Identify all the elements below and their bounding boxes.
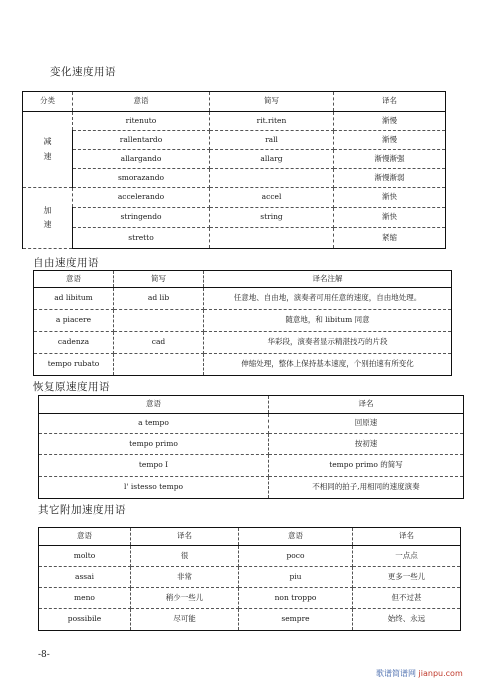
table-cell: rallentardo xyxy=(73,131,210,150)
table-cell: 任意地、自由地，演奏者可用任意的速度，自由地处理。 xyxy=(204,288,452,310)
table-cell: 尽可能 xyxy=(131,609,239,631)
table-cell: ritenuto xyxy=(73,112,210,131)
table-cell: 一点点 xyxy=(353,546,461,567)
table-cell: assai xyxy=(39,567,131,588)
table-cell: 不相同的拍子,用相同的速度演奏 xyxy=(269,477,464,499)
table-row xyxy=(39,546,461,567)
table-cell: ad libitum xyxy=(34,288,114,310)
table-cell: molto xyxy=(39,546,131,567)
table-cell: rit.riten xyxy=(210,112,334,131)
table-cell xyxy=(210,169,334,188)
table-cell: cad xyxy=(114,332,204,354)
header-italian-1: 意语 xyxy=(39,528,131,546)
table-cell: 紧缩 xyxy=(334,228,446,249)
table-cell: 渐快 xyxy=(334,188,446,208)
table-cell: 很 xyxy=(131,546,239,567)
table-cell: rall xyxy=(210,131,334,150)
header-italian: 意语 xyxy=(34,271,114,288)
table-row xyxy=(39,477,464,499)
free-tempo-table xyxy=(33,270,452,376)
table-cell: l' istesso tempo xyxy=(39,477,269,499)
table-cell: 渐慢 xyxy=(334,131,446,150)
table-row xyxy=(39,588,461,609)
table-cell xyxy=(114,354,204,376)
table-cell: 伸缩处理，整体上保持基本速度，个别拍速有所变化 xyxy=(204,354,452,376)
section-title-additional-tempo: 其它附加速度用语 xyxy=(38,504,126,516)
table-row xyxy=(23,188,446,208)
table-row xyxy=(34,288,452,310)
tempo-change-table xyxy=(22,91,446,249)
header-translation: 译名 xyxy=(334,92,446,112)
restore-tempo-table xyxy=(38,395,464,499)
table-cell: accel xyxy=(210,188,334,208)
table-header-row xyxy=(23,92,446,112)
table-cell: possibile xyxy=(39,609,131,631)
header-category: 分类 xyxy=(23,92,73,112)
header-translation-1: 译名 xyxy=(131,528,239,546)
table-cell: cadenza xyxy=(34,332,114,354)
section-title-free-tempo: 自由速度用语 xyxy=(33,257,99,269)
table-row xyxy=(23,150,446,169)
section-title-tempo-change: 变化速度用语 xyxy=(50,66,116,78)
header-translation-2: 译名 xyxy=(353,528,461,546)
table-cell: poco xyxy=(239,546,353,567)
table-cell: 渐快 xyxy=(334,208,446,228)
header-italian: 意语 xyxy=(73,92,210,112)
table-cell: allarg xyxy=(210,150,334,169)
table-cell: 渐慢渐弱 xyxy=(334,169,446,188)
table-cell: tempo primo xyxy=(39,434,269,455)
table-row xyxy=(23,131,446,150)
watermark-url: jianpu.com xyxy=(418,669,463,678)
header-translation-note: 译名注解 xyxy=(204,271,452,288)
header-abbrev: 简写 xyxy=(114,271,204,288)
table-cell: 按初速 xyxy=(269,434,464,455)
table-row xyxy=(39,609,461,631)
table-cell: a tempo xyxy=(39,414,269,434)
watermark-text: 歌谱简谱网 xyxy=(376,669,416,678)
table-row xyxy=(23,228,446,249)
table-cell: stringendo xyxy=(73,208,210,228)
header-translation: 译名 xyxy=(269,396,464,414)
table-row xyxy=(23,208,446,228)
table-cell: 随意地，和 libitum 同意 xyxy=(204,310,452,332)
table-cell: piu xyxy=(239,567,353,588)
group-accelerate: 加 速 xyxy=(23,188,73,249)
table-cell xyxy=(114,310,204,332)
group-decelerate: 减 速 xyxy=(23,112,73,188)
table-cell: string xyxy=(210,208,334,228)
table-row xyxy=(34,332,452,354)
table-cell: tempo I xyxy=(39,455,269,477)
table-cell: 非常 xyxy=(131,567,239,588)
section-title-restore-tempo: 恢复原速度用语 xyxy=(33,381,110,393)
table-cell: 渐慢 xyxy=(334,112,446,131)
table-cell: meno xyxy=(39,588,131,609)
header-italian-2: 意语 xyxy=(239,528,353,546)
table-cell xyxy=(210,228,334,249)
table-row xyxy=(34,310,452,332)
header-italian: 意语 xyxy=(39,396,269,414)
table-cell: 稍少一些儿 xyxy=(131,588,239,609)
additional-tempo-table xyxy=(38,527,461,631)
table-cell: tempo rubato xyxy=(34,354,114,376)
table-cell: sempre xyxy=(239,609,353,631)
table-row xyxy=(39,567,461,588)
table-cell: ad lib xyxy=(114,288,204,310)
table-cell: a piacere xyxy=(34,310,114,332)
table-cell: 渐慢渐强 xyxy=(334,150,446,169)
page-number: -8- xyxy=(38,650,50,660)
table-cell: smorazando xyxy=(73,169,210,188)
table-row xyxy=(39,455,464,477)
table-cell: 更多一些儿 xyxy=(353,567,461,588)
table-header-row xyxy=(34,271,452,288)
table-cell: allargando xyxy=(73,150,210,169)
watermark xyxy=(376,668,463,679)
table-row xyxy=(39,434,464,455)
table-cell: 但不过甚 xyxy=(353,588,461,609)
table-row xyxy=(39,414,464,434)
table-cell: accelerando xyxy=(73,188,210,208)
table-cell: stretto xyxy=(73,228,210,249)
table-cell: tempo primo 的简写 xyxy=(269,455,464,477)
table-cell: 始终、永远 xyxy=(353,609,461,631)
table-row xyxy=(23,169,446,188)
table-header-row xyxy=(39,396,464,414)
table-cell: non troppo xyxy=(239,588,353,609)
table-cell: 华彩段，演奏者显示精湛技巧的片段 xyxy=(204,332,452,354)
header-abbrev: 简写 xyxy=(210,92,334,112)
table-row xyxy=(34,354,452,376)
table-header-row xyxy=(39,528,461,546)
table-row xyxy=(23,112,446,131)
table-cell: 回原速 xyxy=(269,414,464,434)
